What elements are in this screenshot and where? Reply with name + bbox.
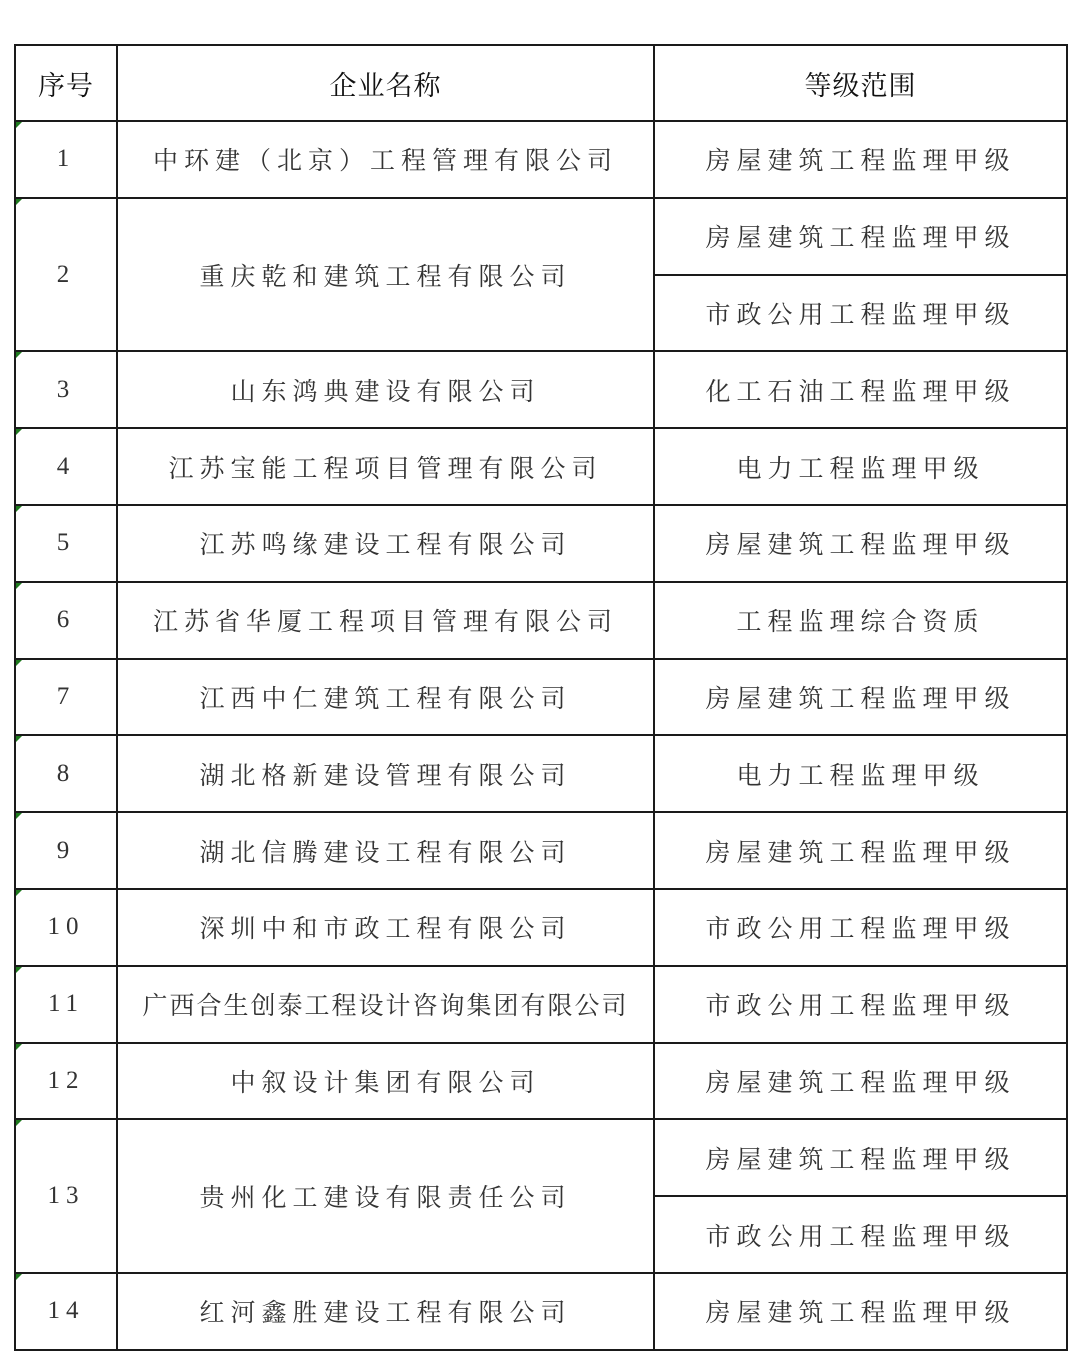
table-row: [15, 428, 1067, 505]
row-index-text: 6: [56, 606, 76, 634]
company-name: 江苏鸣缘建设工程有限公司: [117, 505, 654, 582]
row-index: [15, 198, 117, 352]
row-index: [15, 582, 117, 659]
cell-marker-icon: [16, 429, 22, 435]
cell-marker-icon: [16, 506, 22, 512]
row-index-text: 8: [56, 759, 76, 787]
row-index-text: 1: [56, 145, 76, 173]
company-name: 山东鸿典建设有限公司: [117, 351, 654, 428]
row-index-text: 12: [47, 1066, 85, 1094]
table-row: [15, 1119, 1067, 1196]
table-row: [15, 505, 1067, 582]
table-row: [15, 121, 1067, 198]
row-index: [15, 505, 117, 582]
qualification-scope: 房屋建筑工程监理甲级: [654, 659, 1067, 736]
cell-marker-icon: [16, 736, 22, 742]
qualification-scope: 房屋建筑工程监理甲级: [654, 198, 1067, 275]
row-index-text: 10: [47, 913, 85, 941]
cell-marker-icon: [16, 890, 22, 896]
row-index-text: 4: [56, 452, 76, 480]
qualification-scope: 房屋建筑工程监理甲级: [654, 1273, 1067, 1350]
row-index-text: 2: [56, 260, 76, 288]
company-name: 中环建（北京）工程管理有限公司: [117, 121, 654, 198]
qualification-table: [14, 44, 1068, 1351]
table-body: [15, 121, 1067, 1350]
row-index-text: 7: [56, 682, 76, 710]
row-index: [15, 1043, 117, 1120]
row-index: [15, 121, 117, 198]
row-index: [15, 1273, 117, 1350]
row-index: [15, 889, 117, 966]
cell-marker-icon: [16, 1120, 22, 1126]
cell-marker-icon: [16, 122, 22, 128]
cell-marker-icon: [16, 199, 22, 205]
cell-marker-icon: [16, 1044, 22, 1050]
row-index: [15, 428, 117, 505]
row-index: [15, 1119, 117, 1273]
cell-marker-icon: [16, 583, 22, 589]
table-row: [15, 735, 1067, 812]
cell-marker-icon: [16, 813, 22, 819]
company-name: 湖北格新建设管理有限公司: [117, 735, 654, 812]
row-index: [15, 812, 117, 889]
company-name: 红河鑫胜建设工程有限公司: [117, 1273, 654, 1350]
row-index: [15, 351, 117, 428]
cell-marker-icon: [16, 1274, 22, 1280]
qualification-scope: 市政公用工程监理甲级: [654, 275, 1067, 352]
cell-marker-icon: [16, 660, 22, 666]
qualification-scope: 房屋建筑工程监理甲级: [654, 812, 1067, 889]
row-index: [15, 735, 117, 812]
header-scope: 等级范围: [654, 45, 1067, 121]
company-name: 深圳中和市政工程有限公司: [117, 889, 654, 966]
company-name: 贵州化工建设有限责任公司: [117, 1119, 654, 1273]
table-row: [15, 1043, 1067, 1120]
row-index: [15, 659, 117, 736]
row-index-text: 14: [47, 1297, 85, 1325]
table-row: [15, 889, 1067, 966]
qualification-scope: 电力工程监理甲级: [654, 735, 1067, 812]
row-index-text: 3: [56, 375, 76, 403]
header-index: 序号: [15, 45, 117, 121]
company-name: 重庆乾和建筑工程有限公司: [117, 198, 654, 352]
table-row: [15, 198, 1067, 275]
row-index-text: 11: [47, 990, 85, 1018]
company-name: 广西合生创泰工程设计咨询集团有限公司: [117, 966, 654, 1043]
row-index-text: 13: [47, 1182, 85, 1210]
qualification-scope: 房屋建筑工程监理甲级: [654, 121, 1067, 198]
qualification-scope: 市政公用工程监理甲级: [654, 889, 1067, 966]
table-row: [15, 659, 1067, 736]
cell-marker-icon: [16, 352, 22, 358]
table-row: [15, 582, 1067, 659]
company-name: 江苏省华厦工程项目管理有限公司: [117, 582, 654, 659]
qualification-scope: 市政公用工程监理甲级: [654, 966, 1067, 1043]
table-row: [15, 351, 1067, 428]
table-row: [15, 1273, 1067, 1350]
qualification-scope: 市政公用工程监理甲级: [654, 1196, 1067, 1273]
qualification-scope: 工程监理综合资质: [654, 582, 1067, 659]
qualification-scope: 化工石油工程监理甲级: [654, 351, 1067, 428]
table-row: [15, 966, 1067, 1043]
qualification-scope: 房屋建筑工程监理甲级: [654, 1043, 1067, 1120]
company-name: 江苏宝能工程项目管理有限公司: [117, 428, 654, 505]
qualification-scope: 电力工程监理甲级: [654, 428, 1067, 505]
header-company: 企业名称: [117, 45, 654, 121]
row-index: [15, 966, 117, 1043]
qualification-scope: 房屋建筑工程监理甲级: [654, 1119, 1067, 1196]
table-row: [15, 812, 1067, 889]
row-index-text: 9: [56, 836, 76, 864]
header-row: [15, 45, 1067, 121]
qualification-scope: 房屋建筑工程监理甲级: [654, 505, 1067, 582]
row-index-text: 5: [56, 529, 76, 557]
company-name: 湖北信腾建设工程有限公司: [117, 812, 654, 889]
cell-marker-icon: [16, 967, 22, 973]
company-name: 中叙设计集团有限公司: [117, 1043, 654, 1120]
company-name: 江西中仁建筑工程有限公司: [117, 659, 654, 736]
